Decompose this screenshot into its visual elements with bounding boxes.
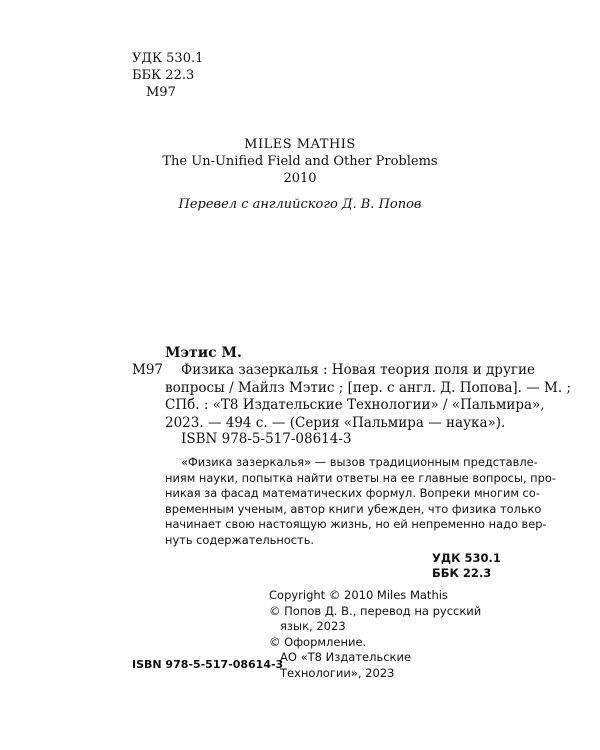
bbk-code-bottom: ББК 22.3 [432, 566, 492, 580]
isbn-bottom: ISBN 978-5-517-08614-3 [132, 658, 284, 671]
copyright-line: © Попов Д. В., перевод на русский [269, 603, 482, 618]
annotation-line: нуть содержательность. [165, 532, 315, 547]
catalog-code: М97 [132, 362, 164, 378]
classification-codes-top [132, 50, 203, 101]
original-year: 2010 [283, 171, 317, 186]
copyright-block [269, 588, 481, 681]
annotation [165, 455, 556, 548]
original-title: The Un-Unified Field and Other Problems [162, 154, 438, 169]
catalog-line: 2023. — 494 с. — (Серия «Пальмира — наука»). [165, 414, 506, 431]
author-mark: М97 [146, 85, 176, 100]
copyright-line: Технологии», 2023 [280, 665, 395, 680]
catalog-line: вопросы / Майлз Мэтис ; [пер. с англ. Д. Попова]. — М. ; [165, 379, 572, 396]
catalog-line: Физика зазеркалья : Новая теория поля и другие [181, 362, 535, 378]
udk-code: УДК 530.1 [132, 51, 204, 66]
catalog-isbn: ISBN 978-5-517-08614-3 [181, 431, 352, 447]
udk-code-bottom: УДК 530.1 [432, 551, 501, 565]
catalog-line: СПб. : «Т8 Издательские Технологии» / «Пальмира», [165, 397, 545, 413]
classification-codes-bottom [432, 551, 501, 581]
catalog-record [165, 362, 572, 432]
annotation-line: никая за фасад математических формул. Вопреки многим со- [165, 486, 540, 500]
copyright-line: АО «Т8 Издательские [280, 650, 412, 664]
copyright-line: язык, 2023 [280, 619, 346, 633]
copyright-line: Copyright © 2010 Miles Mathis [269, 588, 448, 602]
original-edition-info [0, 136, 600, 187]
original-author: MILES MATHIS [244, 137, 356, 152]
annotation-line: «Физика зазеркалья» — вызов традиционным представле- [181, 455, 538, 469]
catalog-author-heading: Мэтис М. [165, 345, 242, 361]
bbk-code: ББК 22.3 [132, 68, 195, 83]
annotation-line: временным ученым, автор книги убежден, что физика только [165, 501, 542, 516]
translator-line: Перевел с английского Д. В. Попов [178, 197, 422, 212]
annotation-line: ниям науки, попытка найти ответы на ее главные вопросы, про- [165, 470, 556, 485]
annotation-line: начинает свою настоящую жизнь, но ей непременно надо вер- [165, 517, 547, 531]
copyright-line: © Оформление. [269, 634, 367, 649]
